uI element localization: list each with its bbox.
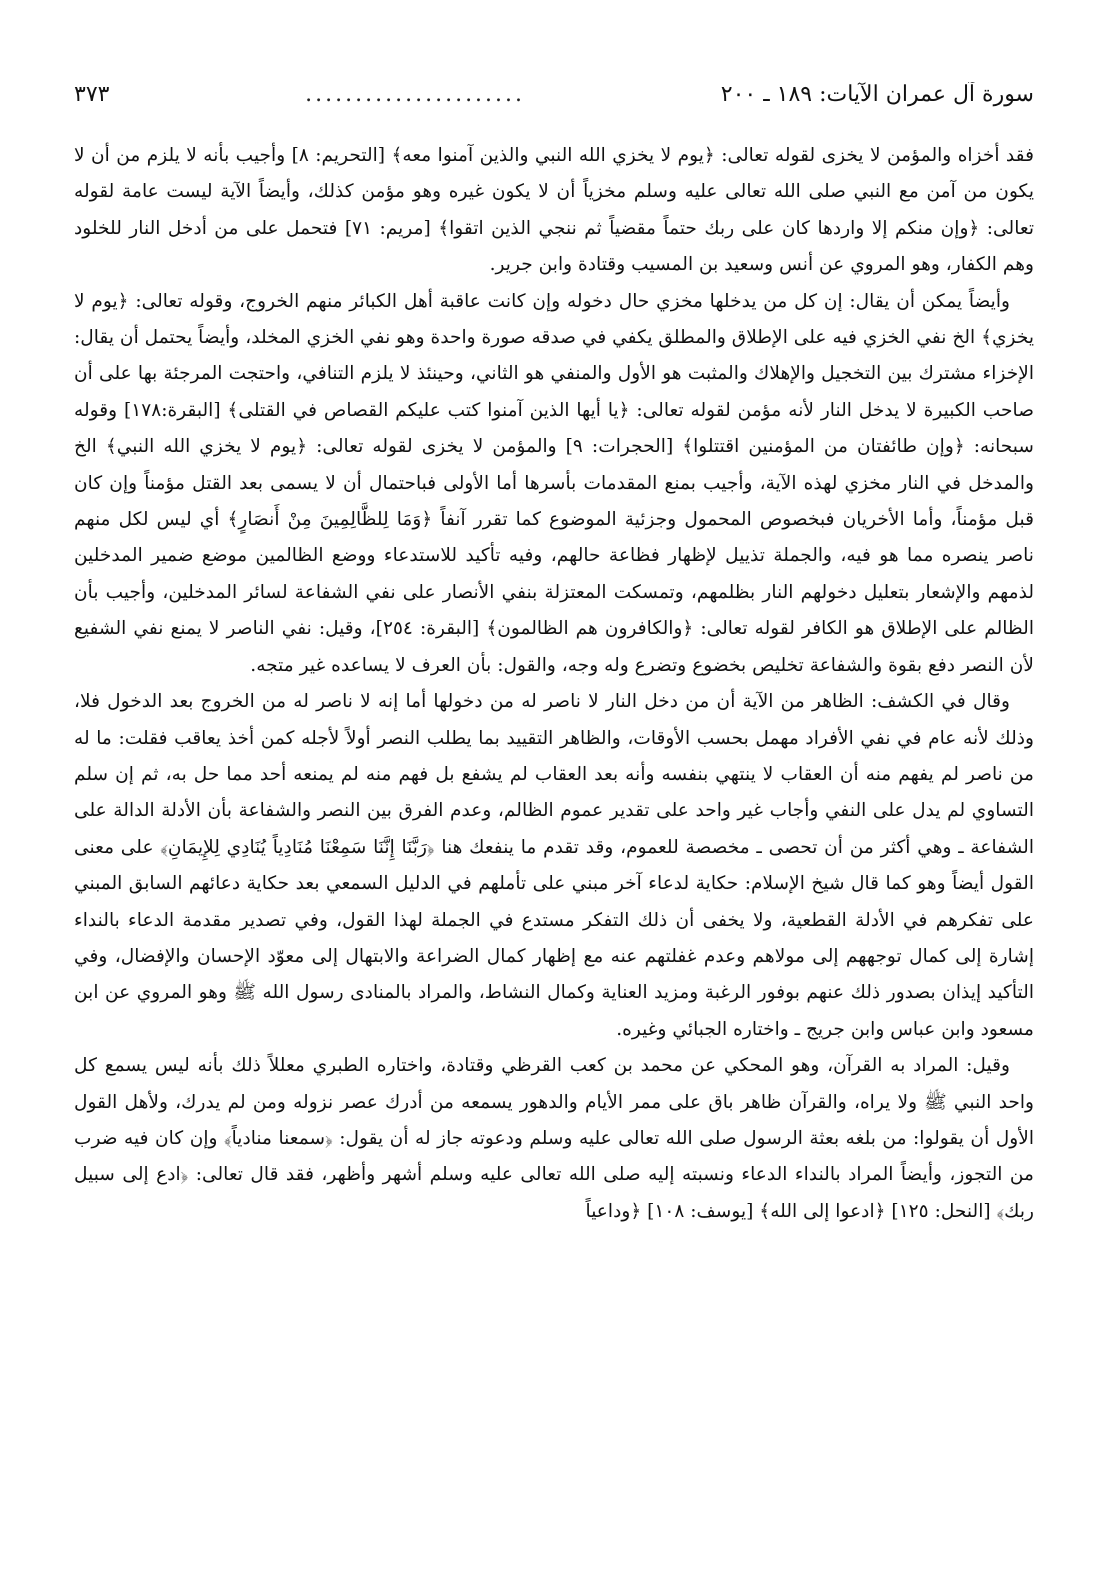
running-title: سورة آل عمران الآيات: ١٨٩ ـ ٢٠٠: [720, 82, 1034, 107]
paragraph-3: وقال في الكشف: الظاهر من الآية أن من دخل النار لا ناصر له من دخولها أما إنه لا ناصر له من الخروج بعد الدخول فلا، وذلك لأنه عام في نفي الأفراد مهمل بحسب الأوقات، والظاهر التقييد بما يطلب النصر أولاً لأجله كمن أخذ يعاقب فقلت: ما له من ناصر لم يفهم منه أن العقاب لا ينتهي بنفسه وأنه بعد العقاب لم يشفع بل فهم منه لم يمنعه أحد مما حل به، ثم إن سلم التساوي لم يدل على النفي وأجاب غير واحد على تقدير عموم الظالم، وعدم الفرق بين النصر والشفاعة بأن الأدلة الدالة على الشفاعة ـ وهي أكثر من أن تحصى ـ مخصصة للعموم، وقد تقدم ما ينفعك هنا ﴿رَبَّنَا إِنَّنَا سَمِعْنَا مُنَادِياً يُنَادِي لِلإِيمَانِ﴾ على معنى القول أيضاً وهو كما قال شيخ الإسلام: حكاية لدعاء آخر مبني على تأملهم في الدليل السمعي بعد حكاية دعائهم السابق المبني على تفكرهم في الأدلة القطعية، ولا يخفى أن ذلك التفكر مستدع في الجملة لهذا القول، وفي تصدير مقدمة الدعاء بالنداء إشارة إلى كمال توجههم إلى مولاهم وعدم غفلتهم عنه مع إظهار كمال الضراعة والابتهال إلى معوّد الإحسان والإفضال، وفي التأكيد إيذان بصدور ذلك عنهم بوفور الرغبة ومزيد العناية وكمال النشاط، والمراد بالمنادى رسول الله ﷺ وهو المروي عن ابن مسعود وابن عباس وابن جريج ـ واختاره الجبائي وغيره.: [74, 691, 1034, 1040]
book-page: [74, 82, 1034, 1552]
paragraph-1: فقد أخزاه والمؤمن لا يخزى لقوله تعالى: ﴿يوم لا يخزي الله النبي والذين آمنوا معه﴾ [التحريم: ٨] وأجيب بأنه لا يلزم من أن لا يكون من آمن مع النبي صلى الله تعالى عليه وسلم مخزياً أن لا يكون غيره وهو مؤمن كذلك، وأيضاً الآية ليست عامة لقوله تعالى: ﴿وإن منكم إلا واردها كان على ربك حتماً مقضياً ثم ننجي الذين اتقوا﴾ [مريم: ٧١] فتحمل على من أدخل النار للخلود وهم الكفار، وهو المروي عن أنس وسعيد بن المسيب وقتادة وابن جرير.: [74, 145, 1034, 276]
paragraph-2: وأيضاً يمكن أن يقال: إن كل من يدخلها مخزي حال دخوله وإن كانت عاقبة أهل الكبائر منهم الخروج، وقوله تعالى: ﴿يوم لا يخزي﴾ الخ نفي الخزي فيه على الإطلاق والمطلق يكفي في صدقه صورة واحدة وهو نفي الخزي المخلد، وأيضاً يحتمل أن يقال: الإخزاء مشترك بين التخجيل والإهلاك والمثبت هو الأول والمنفي هو الثاني، وحينئذ لا يلزم التنافي، واحتجت المرجئة بها على أن صاحب الكبيرة لا يدخل النار لأنه مؤمن لقوله تعالى: ﴿يا أيها الذين آمنوا كتب عليكم القصاص في القتلى﴾ [البقرة:١٧٨] وقوله سبحانه: ﴿وإن طائفتان من المؤمنين اقتتلوا﴾ [الحجرات: ٩] والمؤمن لا يخزى لقوله تعالى: ﴿يوم لا يخزي الله النبي﴾ الخ والمدخل في النار مخزي لهذه الآية، وأجيب بمنع المقدمات بأسرها أما الأولى فباحتمال أن لا يسمى بعد القتل مؤمناً وإن كان قبل مؤمناً، وأما الأخريان فبخصوص المحمول وجزئية الموضوع كما تقرر آنفاً ﴿وَمَا لِلظَّالِمِينَ مِنْ أَنصَارٍ﴾ أي ليس لكل منهم ناصر ينصره مما هو فيه، والجملة تذييل لإظهار فظاعة حالهم، وفيه تأكيد للاستدعاء ووضع الظالمين موضع ضمير المدخلين لذمهم والإشعار بتعليل دخولهم النار بظلمهم، وتمسكت المعتزلة بنفي الأنصار على نفي الشفاعة لسائر المدخلين، وأجيب بأن الظالم على الإطلاق هو الكافر لقوله تعالى: ﴿والكافرون هم الظالمون﴾ [البقرة: ٢٥٤]، وقيل: نفي الناصر لا يمنع نفي الشفيع لأن النصر دفع بقوة والشفاعة تخليص بخضوع وتضرع وله وجه، والقول: بأن العرف لا يساعده غير متجه.: [74, 290, 1034, 676]
body-text: [74, 138, 1034, 1230]
paragraph-4: وقيل: المراد به القرآن، وهو المحكي عن محمد بن كعب القرظي وقتادة، واختاره الطبري معللاً ذلك بأنه ليس يسمع كل واحد النبي ﷺ ولا يراه، والقرآن ظاهر باق على ممر الأيام والدهور يسمعه من أدرك عصر نزوله ومن لم يدرك، ولأهل القول الأول أن يقولوا: من بلغه بعثة الرسول صلى الله تعالى عليه وسلم ودعوته جاز له أن يقول: ﴿سمعنا منادياً﴾ وإن كان فيه ضرب من التجوز، وأيضاً المراد بالنداء الدعاء ونسبته إليه صلى الله تعالى عليه وسلم أشهر وأظهر، فقد قال تعالى: ﴿ادع إلى سبيل ربك﴾ [النحل: ١٢٥] ﴿ادعوا إلى الله﴾ [يوسف: ١٠٨] ﴿وداعياً: [74, 1055, 1034, 1222]
page-number: ٣٧٣: [74, 82, 110, 107]
header-dot-leader: ......................: [305, 82, 526, 107]
page-header: [74, 82, 1034, 126]
